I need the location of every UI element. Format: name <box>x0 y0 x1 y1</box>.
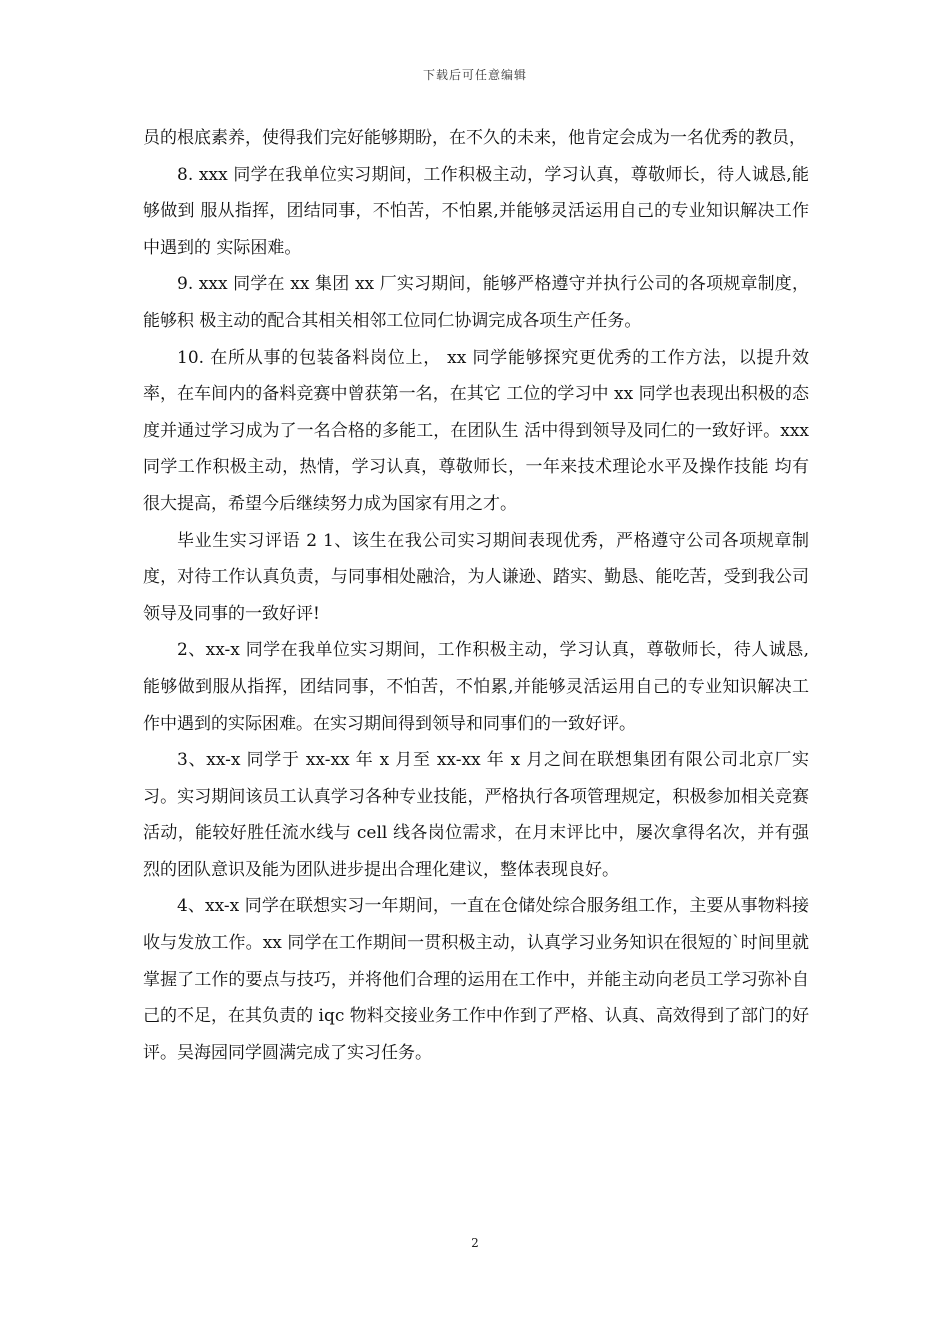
page-header: 下载后可任意编辑 <box>422 68 527 82</box>
paragraph-evaluation-2-item-1: 毕业生实习评语 2 1、该生在我公司实习期间表现优秀，严格遵守公司各项规章制度，对待工作认真负责，与同事相处融洽，为人谦逊、踏实、勤恳、能吃苦，受到我公司领导及同事的一致好评! <box>143 530 809 624</box>
paragraph-continuation: 员的根底素养，使得我们完好能够期盼，在不久的未来，他肯定会成为一名优秀的教员， <box>143 128 806 148</box>
paragraph-evaluation-2-item-2: 2、xx-x 同学在我单位实习期间，工作积极主动，学习认真，尊敬师长，待人诚恳,能够做到服从指挥，团结同事，不怕苦，不怕累,并能够灵活运用自己的专业知识解决工作中遇到的实际困难。在实习期间得到领导和同事们的一致好评。 <box>143 640 809 734</box>
document-body <box>143 120 809 1071</box>
page-number: 2 <box>471 1236 479 1250</box>
paragraph-evaluation-2-item-3: 3、xx-x 同学于 xx-xx 年 x 月至 xx-xx 年 x 月之间在联想集团有限公司北京厂实习。实习期间该员工认真学习各种专业技能，严格执行各项管理规定，积极参加相关竞赛活动，能较好胜任流水线与 cell 线各岗位需求，在月末评比中，屡次拿得名次，并有强烈的团队意识及能为团队进步提出合理化建议，整体表现良好。 <box>143 750 809 880</box>
paragraph-item-9: 9. xxx 同学在 xx 集团 xx 厂实习期间，能够严格遵守并执行公司的各项规章制度，能够积 极主动的配合其相关相邻工位同仁协调完成各项生产任务。 <box>143 274 809 331</box>
paragraph-item-10: 10. 在所从事的包装备料岗位上， xx 同学能够探究更优秀的工作方法，以提升效率，在车间内的备料竞赛中曾获第一名，在其它 工位的学习中 xx 同学也表现出积极的态度并通过学习成为了一名合格的多能工，在团队生 活中得到领导及同仁的一致好评。xxx 同学工作积极主动，热情，学习认真，尊敬师长，一年来技术理论水平及操作技能 均有很大提高，希望今后继续努力成为国家有用之才。 <box>143 347 809 514</box>
paragraph-item-8: 8. xxx 同学在我单位实习期间，工作积极主动，学习认真，尊敬师长，待人诚恳,能够做到 服从指挥，团结同事，不怕苦，不怕累,并能够灵活运用自己的专业知识解决工作中遇到的 实际困难。 <box>143 164 809 258</box>
paragraph-evaluation-2-item-4: 4、xx-x 同学在联想实习一年期间，一直在仓储处综合服务组工作，主要从事物料接收与发放工作。xx 同学在工作期间一贯积极主动，认真学习业务知识在很短的`时间里就掌握了工作的要点与技巧，并将他们合理的运用在工作中，并能主动向老员工学习弥补自己的不足，在其负责的 iqc 物料交接业务工作中作到了严格、认真、高效得到了部门的好评。吴海园同学圆满完成了实习任务。 <box>143 896 809 1063</box>
